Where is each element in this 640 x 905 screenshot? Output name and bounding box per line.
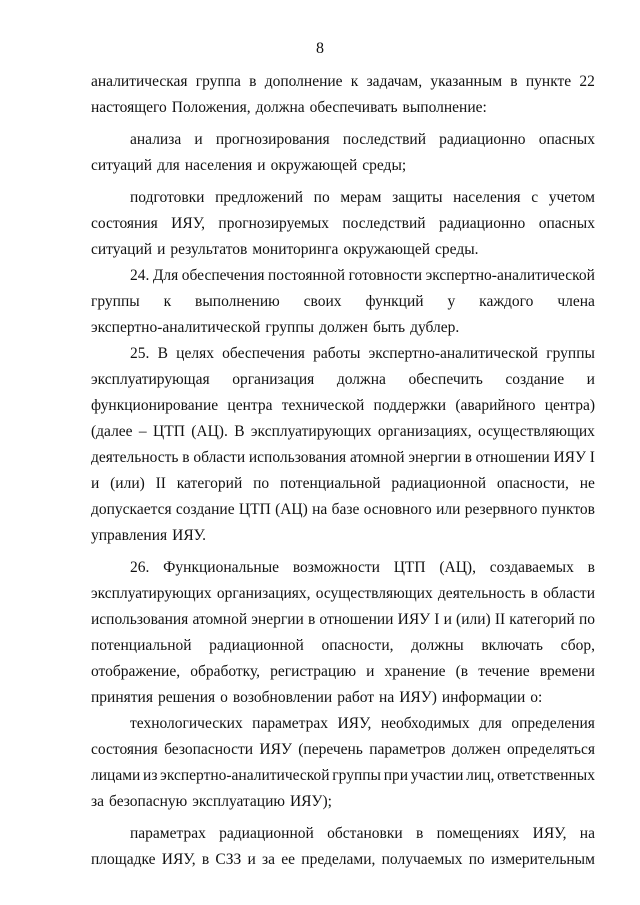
- word: по: [468, 851, 485, 868]
- word: состояния: [91, 215, 158, 232]
- word: радиационной: [209, 637, 304, 654]
- word: центра: [227, 397, 273, 414]
- word: сбор,: [560, 637, 595, 654]
- word: определяться: [507, 741, 595, 758]
- word: задачам,: [366, 73, 423, 90]
- word: лицами: [91, 767, 141, 784]
- word: деятельность: [91, 449, 179, 466]
- text-line: [91, 555, 595, 581]
- word: постоянной: [267, 267, 346, 284]
- word: опасных: [538, 131, 595, 148]
- word: в: [201, 851, 210, 868]
- text-line: [91, 263, 595, 289]
- word: на: [579, 825, 595, 842]
- word: энергии: [408, 449, 461, 466]
- text-line: [91, 789, 595, 815]
- word: в: [415, 825, 424, 842]
- word: и: [586, 371, 595, 388]
- text-line: [91, 847, 595, 873]
- word: работ: [337, 689, 375, 706]
- word: эксплуатирующих: [250, 423, 372, 440]
- word: прогнозирования: [215, 131, 330, 148]
- text-line: [91, 497, 595, 523]
- text-line: [91, 153, 595, 179]
- word: центра): [544, 397, 595, 414]
- word: создание: [505, 371, 565, 388]
- document-body: [91, 69, 595, 873]
- word: среды.: [435, 241, 479, 258]
- word: измерительным: [491, 851, 595, 868]
- text-line: [91, 711, 595, 737]
- word: о: [220, 689, 228, 706]
- word: по: [253, 475, 270, 492]
- word: Положения,: [171, 99, 251, 116]
- word: дополнение: [264, 73, 343, 90]
- word: пункте: [525, 73, 572, 90]
- text-line: [91, 523, 595, 549]
- word: потенциальной: [279, 475, 381, 492]
- word: пунктов: [541, 501, 595, 518]
- word: технологических: [130, 715, 243, 732]
- word: группы: [91, 293, 140, 310]
- text-line: [91, 471, 595, 497]
- word: радиационной: [219, 825, 314, 842]
- word: обеспечить: [408, 371, 483, 388]
- word: ИЯУ,: [161, 851, 196, 868]
- word: эксплуатацию: [192, 793, 285, 810]
- word: категорий: [176, 475, 243, 492]
- word: (АЦ).: [191, 423, 228, 440]
- word: для: [157, 157, 180, 174]
- text-line: [91, 127, 595, 153]
- word: при: [383, 767, 409, 784]
- word: базе: [331, 501, 360, 518]
- word: поддержки: [373, 397, 447, 414]
- word: с: [531, 189, 539, 206]
- word: ИЯУ: [259, 741, 292, 758]
- text-line: [91, 393, 595, 419]
- word: ИЯУ,: [532, 825, 567, 842]
- word: работы: [313, 345, 361, 362]
- word: Для: [152, 267, 179, 284]
- word: по: [313, 189, 330, 206]
- word: и: [247, 851, 256, 868]
- word: обеспечения: [222, 345, 305, 362]
- word: осуществляющих: [477, 423, 595, 440]
- word: прогнозируемых: [218, 215, 329, 232]
- word: защиты: [392, 189, 443, 206]
- word: в: [307, 611, 316, 628]
- word: на: [379, 689, 395, 706]
- word: 24.: [130, 267, 150, 284]
- word: деятельность: [437, 585, 526, 602]
- word: (или): [456, 611, 491, 628]
- text-line: [91, 633, 595, 659]
- word: (АЦ): [275, 501, 308, 518]
- word: последствий: [342, 131, 426, 148]
- word: –: [138, 423, 147, 440]
- word: (далее: [91, 423, 133, 440]
- word: на: [312, 501, 328, 518]
- word: за: [262, 851, 276, 868]
- word: управления: [91, 527, 168, 544]
- text-line: [91, 185, 595, 211]
- word: области: [193, 449, 246, 466]
- word: и: [366, 663, 375, 680]
- word: целях: [176, 345, 214, 362]
- word: ситуаций: [91, 157, 153, 174]
- word: последствий: [342, 215, 426, 232]
- word: принятия: [91, 689, 153, 706]
- word: участии: [410, 767, 464, 784]
- word: экспертно-аналитической: [160, 767, 330, 784]
- word: группы: [332, 767, 381, 784]
- word: потенциальной: [91, 637, 192, 654]
- word: выполнение:: [402, 99, 487, 116]
- word: 26.: [130, 559, 150, 576]
- word: подготовки: [130, 189, 205, 206]
- word: ответственных: [497, 767, 595, 784]
- word: группа: [195, 73, 241, 90]
- word: категорий: [509, 611, 575, 628]
- word: (перечень: [298, 741, 363, 758]
- word: безопасности: [164, 741, 254, 758]
- word: (или): [110, 475, 145, 492]
- word: каждого: [479, 293, 534, 310]
- word: II: [155, 475, 166, 492]
- word: члена: [557, 293, 595, 310]
- word: экспертно-аналитической: [425, 267, 595, 284]
- word: ситуаций: [91, 241, 153, 258]
- word: опасности,: [496, 475, 569, 492]
- word: аналитическая: [91, 73, 188, 90]
- word: допускается: [91, 501, 172, 518]
- word: площадке: [91, 851, 156, 868]
- word: состояния: [91, 741, 158, 758]
- word: использования: [91, 611, 189, 628]
- word: организациях,: [216, 585, 311, 602]
- word: опасных: [538, 215, 595, 232]
- word: должна: [336, 371, 386, 388]
- word: параметров: [369, 741, 446, 758]
- word: В: [157, 345, 168, 362]
- word: окружающей: [343, 241, 431, 258]
- word: II: [494, 611, 506, 628]
- word: 22: [579, 73, 595, 90]
- text-line: [91, 367, 595, 393]
- word: анализа: [130, 131, 182, 148]
- word: возобновлении: [232, 689, 333, 706]
- word: в: [249, 73, 257, 90]
- word: радиационно: [438, 215, 526, 232]
- text-line: [91, 315, 595, 341]
- word: обстановки: [327, 825, 403, 842]
- word: или: [436, 501, 461, 518]
- word: энергии: [251, 611, 304, 628]
- word: решения: [157, 689, 216, 706]
- word: определения: [511, 715, 595, 732]
- word: помещениях: [436, 825, 520, 842]
- word: окружающей: [270, 157, 358, 174]
- word: из: [143, 767, 158, 784]
- word: и: [91, 475, 100, 492]
- word: течение: [478, 663, 530, 680]
- word: к: [350, 73, 359, 90]
- word: среды;: [362, 157, 407, 174]
- word: области: [543, 585, 595, 602]
- word: ее: [281, 851, 296, 868]
- text-line: [91, 341, 595, 367]
- text-line: [91, 69, 595, 95]
- text-line: [91, 237, 595, 263]
- word: в: [510, 73, 518, 90]
- word: организация: [232, 371, 315, 388]
- word: и: [194, 131, 203, 148]
- word: должна: [255, 99, 305, 116]
- word: резервного: [464, 501, 538, 518]
- word: у: [447, 293, 456, 310]
- word: отображение,: [91, 663, 181, 680]
- word: использования: [248, 449, 347, 466]
- word: в: [587, 559, 595, 576]
- word: населения: [453, 189, 521, 206]
- word: результатов: [170, 241, 248, 258]
- word: ИЯУ,: [337, 715, 372, 732]
- word: эксплуатирующая: [91, 371, 210, 388]
- text-line: [91, 659, 595, 685]
- word: пределами,: [301, 851, 376, 868]
- word: ИЯУ: [553, 449, 586, 466]
- word: лиц,: [466, 767, 495, 784]
- word: в: [530, 585, 538, 602]
- word: безопасную: [109, 793, 188, 810]
- word: предложений: [215, 189, 304, 206]
- word: группы: [546, 345, 595, 362]
- word: времени: [539, 663, 595, 680]
- text-line: [91, 445, 595, 471]
- word: Функциональные: [163, 559, 280, 576]
- word: не: [579, 475, 595, 492]
- word: указанным: [430, 73, 503, 90]
- word: возможности: [292, 559, 380, 576]
- word: В: [234, 423, 245, 440]
- word: ИЯУ: [397, 611, 431, 628]
- word: мерам: [340, 189, 382, 206]
- word: эксплуатирующих: [91, 585, 212, 602]
- word: параметрах: [252, 715, 329, 732]
- word: ЦТП: [153, 423, 185, 440]
- word: создаваемых: [489, 559, 574, 576]
- word: атомной: [349, 449, 405, 466]
- word: должны: [411, 637, 464, 654]
- word: за: [91, 793, 105, 810]
- word: атомной: [192, 611, 248, 628]
- word: экспертно-аналитической: [368, 345, 539, 362]
- word: получаемых: [381, 851, 463, 868]
- word: организациях,: [377, 423, 472, 440]
- text-line: [91, 685, 595, 711]
- word: параметрах: [130, 825, 206, 842]
- word: и: [157, 241, 166, 258]
- word: ЦТП: [393, 559, 426, 576]
- word: ИЯУ.: [172, 527, 206, 544]
- word: обеспечения: [181, 267, 265, 284]
- word: быть: [372, 319, 406, 336]
- word: основного: [363, 501, 432, 518]
- word: функционирование: [91, 397, 219, 414]
- word: и: [257, 157, 266, 174]
- word: и: [443, 611, 452, 628]
- word: должен: [451, 741, 501, 758]
- text-line: [91, 211, 595, 237]
- word: отношении: [319, 611, 394, 628]
- page-number: 8: [316, 40, 324, 57]
- word: к: [163, 293, 172, 310]
- word: радиационно: [439, 131, 526, 148]
- word: создание: [175, 501, 235, 518]
- word: хранение: [384, 663, 446, 680]
- word: о:: [530, 689, 543, 706]
- word: (в: [455, 663, 469, 680]
- word: регистрацию: [270, 663, 357, 680]
- text-line: [91, 607, 595, 633]
- word: ИЯУ): [399, 689, 437, 706]
- text-line: [91, 289, 595, 315]
- word: по: [578, 611, 595, 628]
- word: обработку,: [190, 663, 261, 680]
- word: ИЯУ,: [171, 215, 206, 232]
- word: дублер.: [410, 319, 460, 336]
- word: группы: [265, 319, 315, 336]
- word: отношении: [475, 449, 550, 466]
- word: (АЦ),: [439, 559, 476, 576]
- word: СЗЗ: [215, 851, 242, 868]
- text-line: [91, 763, 595, 789]
- word: 25.: [130, 345, 150, 362]
- text-line: [91, 419, 595, 445]
- word: опасности,: [321, 637, 394, 654]
- word: информации: [441, 689, 526, 706]
- word: радиационной: [391, 475, 487, 492]
- text-line: [91, 737, 595, 763]
- word: функций: [365, 293, 424, 310]
- word: населения: [184, 157, 253, 174]
- word: I: [434, 611, 440, 628]
- word: I: [589, 449, 595, 466]
- word: учетом: [548, 189, 595, 206]
- word: технической: [281, 397, 365, 414]
- word: включать: [481, 637, 544, 654]
- word: в: [182, 449, 190, 466]
- word: мониторинга: [252, 241, 339, 258]
- word: необходимых: [380, 715, 470, 732]
- text-line: [91, 581, 595, 607]
- word: выполнению: [195, 293, 280, 310]
- text-line: [91, 95, 595, 121]
- word: должен: [319, 319, 368, 336]
- word: для: [479, 715, 502, 732]
- word: обеспечивать: [309, 99, 398, 116]
- word: экспертно-аналитической: [91, 319, 261, 336]
- word: осуществляющих: [315, 585, 433, 602]
- word: настоящего: [91, 99, 167, 116]
- word: ЦТП: [238, 501, 271, 518]
- word: своих: [303, 293, 342, 310]
- text-line: [91, 821, 595, 847]
- word: в: [464, 449, 472, 466]
- word: ИЯУ);: [289, 793, 332, 810]
- word: (аварийного: [455, 397, 536, 414]
- word: готовности: [348, 267, 423, 284]
